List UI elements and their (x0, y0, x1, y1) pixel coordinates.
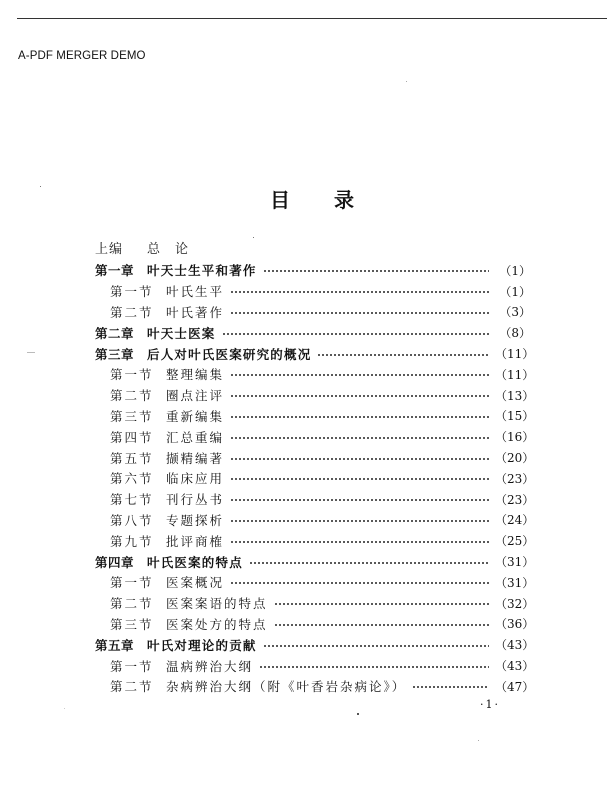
table-of-contents (95, 240, 535, 697)
toc-entry-section[interactable] (95, 593, 535, 614)
toc-entry-section[interactable] (95, 406, 535, 427)
dot-leader (274, 603, 489, 605)
entry-number: 第一节 (110, 658, 154, 674)
entry-title: 撷精编著 (166, 450, 225, 466)
entry-number: 第二节 (110, 596, 154, 612)
toc-entry-section[interactable] (95, 676, 535, 697)
dot-leader (317, 354, 489, 356)
entry-number: 第一章 (95, 263, 135, 279)
dot-leader (230, 416, 489, 418)
entry-title: 叶氏医案的特点 (147, 554, 243, 570)
entry-number: 第四章 (95, 554, 135, 570)
toc-entry-chapter-5[interactable] (95, 634, 535, 655)
entry-title: 医案概况 (166, 575, 225, 591)
toc-entry-section[interactable] (95, 447, 535, 468)
scan-speck (64, 708, 65, 709)
entry-number: 第四节 (110, 429, 154, 445)
entry-title: 圈点注评 (166, 388, 225, 404)
dot-leader (230, 541, 489, 543)
entry-title: 叶天士生平和著作 (147, 263, 257, 279)
dot-leader (230, 499, 489, 501)
page-number: ·1· (480, 698, 500, 711)
toc-entry-chapter-3[interactable] (95, 343, 535, 364)
entry-number: 第五章 (95, 637, 135, 653)
scan-speck (40, 186, 41, 187)
title-char-1: 目 (270, 188, 290, 212)
entry-number: 第一节 (110, 284, 154, 300)
toc-entry-section[interactable] (95, 572, 535, 593)
entry-number: 第二节 (110, 388, 154, 404)
toc-entry-section[interactable] (95, 489, 535, 510)
dot-leader (274, 624, 489, 626)
entry-page: （43） (495, 659, 535, 674)
entry-page: （24） (495, 513, 535, 528)
entry-number: 第二节 (110, 304, 154, 320)
watermark-text: A-PDF MERGER DEMO (18, 50, 146, 62)
entry-page: （11） (495, 367, 535, 382)
part-heading (95, 240, 531, 260)
toc-entry-section[interactable] (95, 364, 535, 385)
toc-entry-section[interactable] (95, 302, 531, 323)
toc-entry-section[interactable] (95, 385, 535, 406)
entry-page: （31） (495, 555, 535, 570)
entry-number: 第三章 (95, 346, 135, 362)
entry-page: （16） (495, 430, 535, 445)
entry-page: （8） (499, 326, 531, 341)
entry-number: 第三节 (110, 616, 154, 632)
entry-number: 第一节 (110, 367, 154, 383)
toc-entry-section[interactable] (95, 510, 535, 531)
entry-page: （1） (499, 284, 531, 299)
entry-title: 刊行丛书 (166, 492, 225, 508)
part-title-char-2: 论 (175, 242, 190, 257)
entry-title: 临床应用 (166, 471, 225, 487)
scan-speck (27, 352, 35, 353)
toc-entry-chapter-2[interactable] (95, 322, 531, 343)
page-title (6, 184, 612, 213)
entry-number: 第一节 (110, 575, 154, 591)
entry-page: （31） (495, 575, 535, 590)
entry-title: 重新编集 (166, 408, 225, 424)
entry-title: 批评商榷 (166, 533, 225, 549)
entry-title: 整理编集 (166, 367, 225, 383)
entry-title: 叶氏著作 (166, 304, 225, 320)
entry-number: 第六节 (110, 471, 154, 487)
title-char-2: 录 (334, 188, 354, 212)
dot-leader (412, 686, 489, 688)
entry-title: 叶氏生平 (166, 284, 225, 300)
entry-page: （32） (495, 596, 535, 611)
entry-title: 叶天士医案 (147, 325, 216, 341)
toc-entry-section[interactable] (95, 426, 535, 447)
entry-title: 专题探析 (166, 512, 225, 528)
dot-leader (222, 333, 489, 335)
scan-speck (478, 740, 479, 741)
entry-number: 第二章 (95, 325, 135, 341)
entry-title: 叶氏对理论的贡献 (147, 637, 257, 653)
dot-leader (263, 645, 489, 647)
entry-title: 温病辨治大纲 (166, 658, 254, 674)
dot-leader (249, 562, 489, 564)
toc-entry-chapter-1[interactable] (95, 260, 531, 281)
dot-leader (230, 374, 489, 376)
dot-leader (230, 291, 489, 293)
toc-entry-section[interactable] (95, 655, 535, 676)
dot-leader (230, 458, 489, 460)
top-rule (17, 18, 607, 19)
dot-leader (230, 395, 489, 397)
toc-entry-section[interactable] (95, 281, 531, 302)
entry-title: 杂病辨治大纲（附《叶香岩杂病论》） (166, 679, 407, 695)
entry-page: （47） (495, 679, 535, 694)
toc-entry-section[interactable] (95, 530, 535, 551)
entry-number: 第七节 (110, 492, 154, 508)
entry-page: （15） (495, 409, 535, 424)
entry-page: （20） (495, 451, 535, 466)
entry-page: （43） (495, 638, 535, 653)
entry-page: （36） (495, 617, 535, 632)
part-label: 上编 (95, 242, 124, 257)
dot-leader (230, 312, 489, 314)
entry-page: （11） (495, 347, 535, 362)
entry-title: 后人对叶氏医案研究的概况 (147, 346, 312, 362)
entry-page: （23） (495, 471, 535, 486)
entry-title: 医案处方的特点 (166, 616, 268, 632)
entry-title: 医案案语的特点 (166, 596, 268, 612)
entry-page: （13） (495, 388, 535, 403)
entry-page: （3） (499, 305, 531, 320)
dot-leader (259, 666, 489, 668)
scan-speck (357, 713, 359, 715)
scan-speck (406, 81, 407, 82)
dot-leader (230, 582, 489, 584)
entry-page: （23） (495, 492, 535, 507)
entry-number: 第八节 (110, 512, 154, 528)
part-title-char-1: 总 (147, 242, 162, 257)
toc-entry-section[interactable] (95, 468, 535, 489)
toc-entry-section[interactable] (95, 614, 535, 635)
dot-leader (230, 478, 489, 480)
entry-number: 第五节 (110, 450, 154, 466)
entry-number: 第九节 (110, 533, 154, 549)
dot-leader (230, 520, 489, 522)
scan-speck (253, 237, 254, 238)
entry-title: 汇总重编 (166, 429, 225, 445)
toc-entry-chapter-4[interactable] (95, 551, 535, 572)
entry-number: 第二节 (110, 679, 154, 695)
entry-number: 第三节 (110, 408, 154, 424)
dot-leader (230, 437, 489, 439)
entry-page: （1） (499, 263, 531, 278)
entry-page: （25） (495, 534, 535, 549)
dot-leader (263, 270, 489, 272)
